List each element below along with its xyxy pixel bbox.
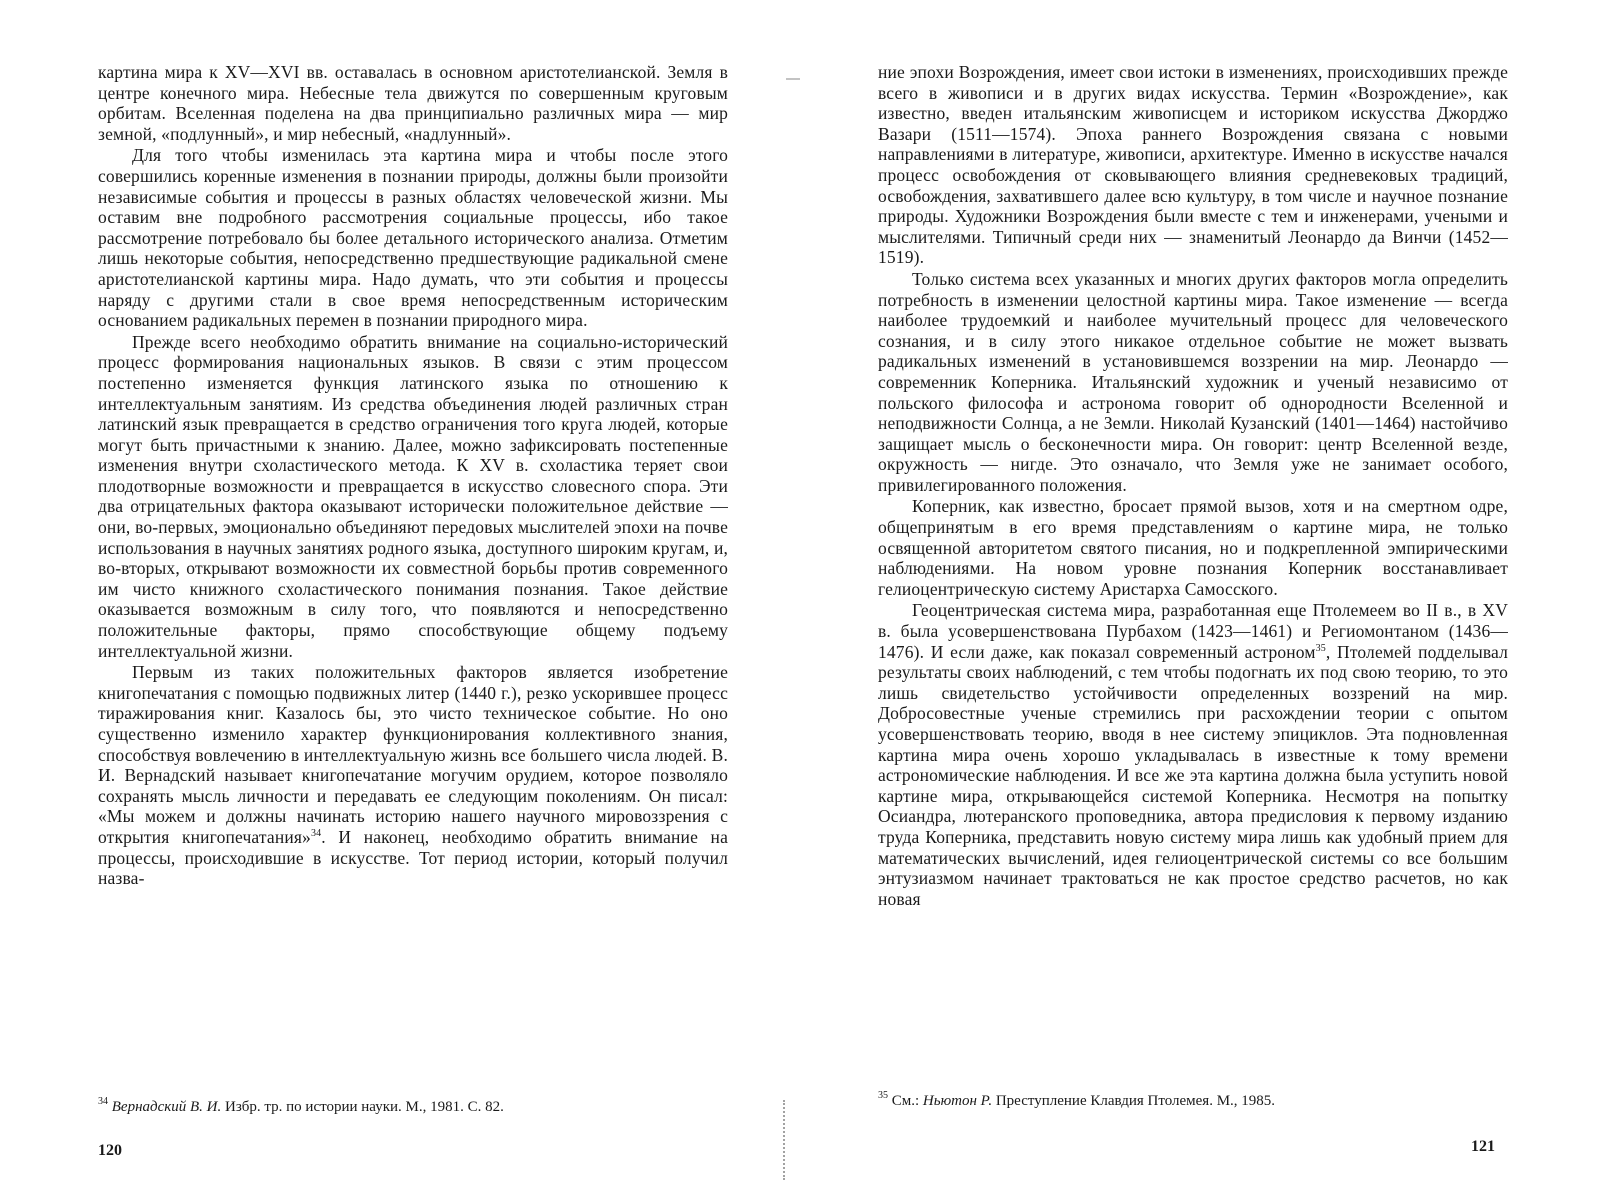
right-text-column — [878, 62, 1508, 909]
footnote-text: Избр. тр. по истории науки. М., 1981. С. 82. — [225, 1099, 504, 1115]
paragraph: Только система всех указанных и многих других факторов могла определить потребность в изменении целостной картины мира. Такое изменение — всегда наиболее трудоемкий и наиболее мучительный процесс для человеческого сознания, и в силу этого никакое отдельное событие не может вызвать радикальных изменений в установившемся воззрении на мир. Леонардо — современник Коперника. Итальянский художник и ученый независимо от польского философа и астронома говорит об однородности Вселенной и неподвижности Солнца, а не Земли. Николай Кузанский (1401—1464) настойчиво защищает мысль о бесконечности мира. Он говорит: центр Вселенной везде, окружность — нигде. Это означало, что Земля уже не занимает особого, привилегированного положения. — [878, 268, 1508, 495]
gutter-mark — [783, 1100, 787, 1180]
page-number: 120 — [98, 1142, 122, 1159]
paragraph: ние эпохи Возрождения, имеет свои истоки в изменениях, происходивших прежде всего в живописи и в других видах искусства. Термин «Возрождение», как известно, введен итальянским живописцем и историком искусства Джорджо Вазари (1511—1574). Эпоха раннего Возрождения связана с новыми направлениями в литературе, живописи, архитектуре. Именно в искусстве начался процесс освобождения от сковывающего влияния средневековых традиций, освобождения, захватившего далее всю культуру, в том числе и научное познание природы. Художники Возрождения были вместе с тем и инженерами, учеными и мыслителями. Типичный среди них — знаменитый Леонардо да Винчи (1452—1519). — [878, 62, 1508, 268]
paragraph — [878, 600, 1508, 909]
paragraph — [98, 662, 728, 889]
paragraph-text: Геоцентрическая система мира, разработанная еще Птолемеем во II в., в XV в. была усовершенствована Пурбахом (1423—1461) и Региомонтаном (1436—1476). И если даже, как показал современный астроном — [878, 600, 1508, 662]
footnote-number: 34 — [98, 1096, 108, 1107]
footnote-text: Преступление Клавдия Птолемея. М., 1985. — [995, 1093, 1276, 1109]
footnote-reference[interactable]: 35 — [1315, 642, 1326, 654]
gutter-edge — [786, 78, 800, 80]
paragraph-text: . И наконец, необходимо обратить внимание на процессы, происходившие в искусстве. Тот период истории, который получил назва- — [98, 826, 728, 889]
footnote-number: 35 — [878, 1090, 888, 1101]
footnote — [878, 1092, 1508, 1110]
page-number: 121 — [1471, 1138, 1495, 1155]
footnote-reference[interactable]: 34 — [310, 827, 322, 839]
footnote-author: Ньютон Р. — [922, 1093, 993, 1109]
paragraph: Для того чтобы изменилась эта картина мира и чтобы после этого совершились коренные изменения в познании природы, должны были произойти независимые события и процессы в разных областях человеческой жизни. Мы оставим вне подробного рассмотрения социальные процессы, ибо такое рассмотрение потребовало бы более детального исторического анализа. Отметим лишь некоторые события, непосредственно предшествующие радикальной смене аристотелианской картины мира. Надо думать, что эти события и процессы наряду с другими стали в свое время непосредственным историческим основанием радикальных перемен в познании природного мира. — [98, 145, 728, 331]
right-page — [800, 0, 1608, 1192]
paragraph: Прежде всего необходимо обратить внимание на социально-исторический процесс формирования национальных языков. В связи с этим процессом постепенно изменяется функция латинского языка по отношению к интеллектуальным занятиям. Из средства объединения людей различных стран латинский язык превращается в средство ограничения того круга людей, которые могут быть причастными к знанию. Далее, можно зафиксировать постепенные изменения внутри схоластического метода. К XV в. схоластика теряет свои плодотворные возможности и превращается в искусство словесного спора. Эти два отрицательных фактора оказывают исторически положительное действие — они, во-первых, эмоционально объединяют передовых мыслителей эпохи на почве использования в научных занятиях родного языка, доступного широким кругам, и, во-вторых, открывают возможности их совместной борьбы против современного им чисто книжного схоластического понимания познания. Такое действие оказывается возможным в силу того, что появляются и непосредственно положительные факторы, прямо способствующие общему подъему интеллектуальной жизни. — [98, 331, 728, 661]
paragraph: Коперник, как известно, бросает прямой вызов, хотя и на смертном одре, общепринятым в его время представлениям о картине мира, не только освященной авторитетом святого писания, но и подкрепленной эмпирическими наблюдениями. На новом уровне познания Коперник восстанавливает гелиоцентрическую систему Аристарха Самосского. — [878, 496, 1508, 599]
footnote-author: Вернадский В. И. — [111, 1099, 222, 1115]
left-page — [0, 0, 800, 1192]
footnote — [98, 1098, 728, 1116]
left-text-column — [98, 62, 728, 889]
paragraph-text: Первым из таких положительных факторов является изобретение книгопечатания с помощью подвижных литер (1440 г.), резко ускорившее процесс тиражирования книг. Казалось бы, это чисто техническое событие. Но оно существенно изменило характер функционирования коллективного знания, способствуя вовлечению в интеллектуальную жизнь все большего числа людей. В. И. Вернадский называет книгопечатание могучим орудием, которое позволяло сохранять мысль личности и передавать ее следующим поколениям. Он писал: «Мы можем и должны начинать историю нашего научного мировоззрения с открытия книгопечатания» — [98, 662, 728, 847]
footnote-lead: См.: — [891, 1093, 920, 1109]
paragraph: картина мира к XV—XVI вв. оставалась в основном аристотелианской. Земля в центре конечного мира. Небесные тела движутся по совершенным круговым орбитам. Вселенная поделена на два принципиально различных мира — мир земной, «подлунный», и мир небесный, «надлунный». — [98, 62, 728, 144]
paragraph-text: , Птолемей подделывал результаты своих наблюдений, с тем чтобы подогнать их под свою теорию, то это лишь свидетельство устойчивости определенных воззрений на мир. Добросовестные ученые стремились при расхождении теории с опытом усовершенствовать теорию, вводя в нее систему эпициклов. Эта подновленная картина мира очень хорошо укладывалась в известные к тому времени астрономические наблюдения. И все же эта картина должна была уступить новой картине мира, открывающейся системой Коперника. Несмотря на попытку Осиандра, лютеранского проповедника, автора предисловия к первому изданию труда Коперника, представить новую систему мира лишь как удобный прием для математических вычислений, идея гелиоцентрической системы со все большим энтузиазмом начинает трактоваться не как простое средство расчетов, но как новая — [878, 641, 1508, 909]
